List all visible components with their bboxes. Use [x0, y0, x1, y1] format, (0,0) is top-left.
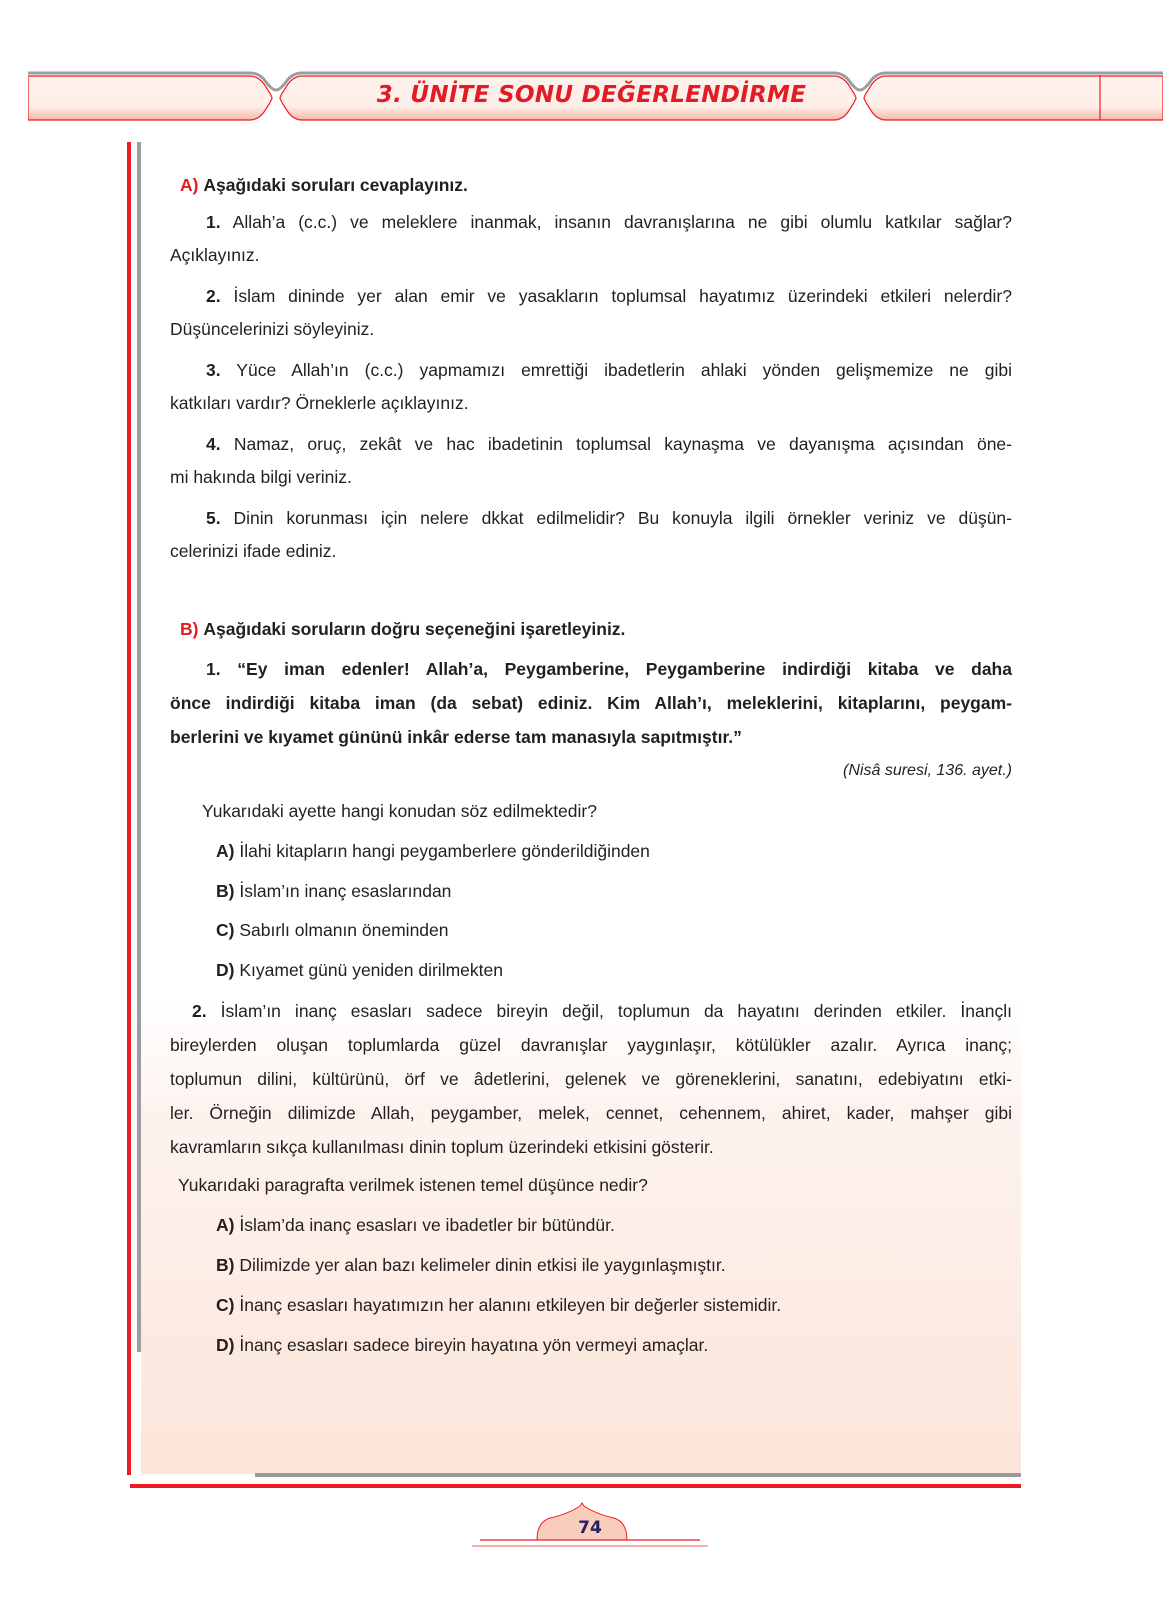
- open-question-3-line-1: 3. Yüce Allah’ın (c.c.) yapmamızı emrettiği ibadetlerin ahlaki yönden gelişmemize ne gibi: [206, 360, 1013, 380]
- bottom-red-rule: [130, 1484, 1021, 1488]
- mc-question-1-quote-line-1: 1. “Ey iman edenler! Allah’a, Peygamberine, Peygamberine indirdiği kitaba ve daha: [206, 659, 1012, 679]
- open-question-5-line-1: 5. Dinin korunması için nelere dkkat edilmelidir? Bu konuyla ilgili örnekler veriniz ve düşün-: [206, 508, 1012, 528]
- mc-question-2-option-b[interactable]: B) Dilimizde yer alan bazı kelimeler dinin etkisi ile yaygınlaşmıştır.: [216, 1255, 726, 1275]
- verse-source-citation: (Nisâ suresi, 136. ayet.): [843, 762, 1012, 779]
- mc-question-2-para-line-3: toplumun dilini, kültürünü, örf ve âdetlerini, gelenek ve göreneklerini, sanatını, edebiyatını etki-: [170, 1069, 1012, 1089]
- mc-question-2-option-a[interactable]: A) İslam’da inanç esasları ve ibadetler bir bütündür.: [216, 1215, 615, 1235]
- open-question-4-line-1: 4. Namaz, oruç, zekât ve hac ibadetinin toplumsal kaynaşma ve dayanışma açısından öne-: [206, 434, 1012, 454]
- mc-question-2-option-d[interactable]: D) İnanç esasları sadece bireyin hayatına yön vermeyi amaçlar.: [216, 1335, 709, 1355]
- open-question-4-line-2: mi hakında bilgi veriniz.: [170, 467, 352, 487]
- mc-question-2-stem: Yukarıdaki paragrafta verilmek istenen temel düşünce nedir?: [178, 1175, 648, 1195]
- mc-question-2-option-c[interactable]: C) İnanç esasları hayatımızın her alanını etkileyen bir değerler sistemidir.: [216, 1295, 782, 1315]
- section-b-letter: B): [180, 619, 199, 639]
- unit-review-title: 3. ÜNİTE SONU DEĞERLENDİRME: [376, 82, 807, 108]
- page-number-badge: [470, 1500, 710, 1550]
- mc-question-1-quote-line-3: berlerini ve kıyamet gününü inkâr ederse tam manasıyla sapıtmıştır.”: [170, 727, 742, 747]
- mc-question-2-para-line-4: ler. Örneğin dilimizde Allah, peygamber, melek, cennet, cehennem, ahiret, kader, mahşer gibi: [170, 1103, 1012, 1123]
- left-red-rule: [127, 142, 131, 1475]
- open-question-2-line-2: Düşüncelerinizi söyleyiniz.: [170, 319, 375, 339]
- mc-question-1-option-c[interactable]: C) Sabırlı olmanın öneminden: [216, 920, 449, 940]
- bottom-gray-rule: [255, 1473, 1021, 1477]
- section-b-heading: [180, 618, 625, 640]
- mc-question-1-option-a[interactable]: A) İlahi kitapların hangi peygamberlere gönderildiğinden: [216, 841, 650, 861]
- mc-question-1-quote-line-2: önce indirdiği kitaba iman (da sebat) ediniz. Kim Allah’ı, meleklerini, kitaplarını, peygam-: [170, 693, 1012, 713]
- section-a-letter: A): [180, 175, 199, 195]
- mc-question-2-para-line-1: 2. İslam’ın inanç esasları sadece bireyin değil, toplumun da hayatını derinden etkiler. İnançlı: [192, 1001, 1012, 1021]
- mc-question-1-option-d[interactable]: D) Kıyamet günü yeniden dirilmekten: [216, 960, 503, 980]
- section-a-title: Aşağıdaki soruları cevaplayınız.: [203, 175, 468, 195]
- open-question-1-line-1: 1. Allah’a (c.c.) ve meleklere inanmak, insanın davranışlarına ne gibi olumlu katkılar sağlar?: [206, 212, 1012, 232]
- open-question-1-line-2: Açıklayınız.: [170, 245, 260, 265]
- mc-question-1-stem: Yukarıdaki ayette hangi konudan söz edilmektedir?: [202, 801, 597, 821]
- mc-question-2-para-line-5: kavramların sıkça kullanılması dinin toplum üzerindeki etkisini gösterir.: [170, 1137, 714, 1157]
- open-question-5-line-2: celerinizi ifade ediniz.: [170, 541, 337, 561]
- section-b-title: Aşağıdaki soruların doğru seçeneğini işaretleyiniz.: [203, 619, 626, 639]
- mc-question-1-option-b[interactable]: B) İslam’ın inanç esaslarından: [216, 881, 452, 901]
- mc-question-2-para-line-2: bireylerden oluşan toplumlarda güzel davranışlar yaygınlaşır, kötülükler azalır. Ayrıca inanç;: [170, 1035, 1012, 1055]
- section-a-heading: [180, 174, 468, 196]
- open-question-3-line-2: katkıları vardır? Örneklerle açıklayınız.: [170, 393, 469, 413]
- open-question-2-line-1: 2. İslam dininde yer alan emir ve yasakların toplumsal hayatımız üzerindeki etkileri nelerdir?: [206, 286, 1012, 306]
- page-number: 74: [578, 1518, 602, 1538]
